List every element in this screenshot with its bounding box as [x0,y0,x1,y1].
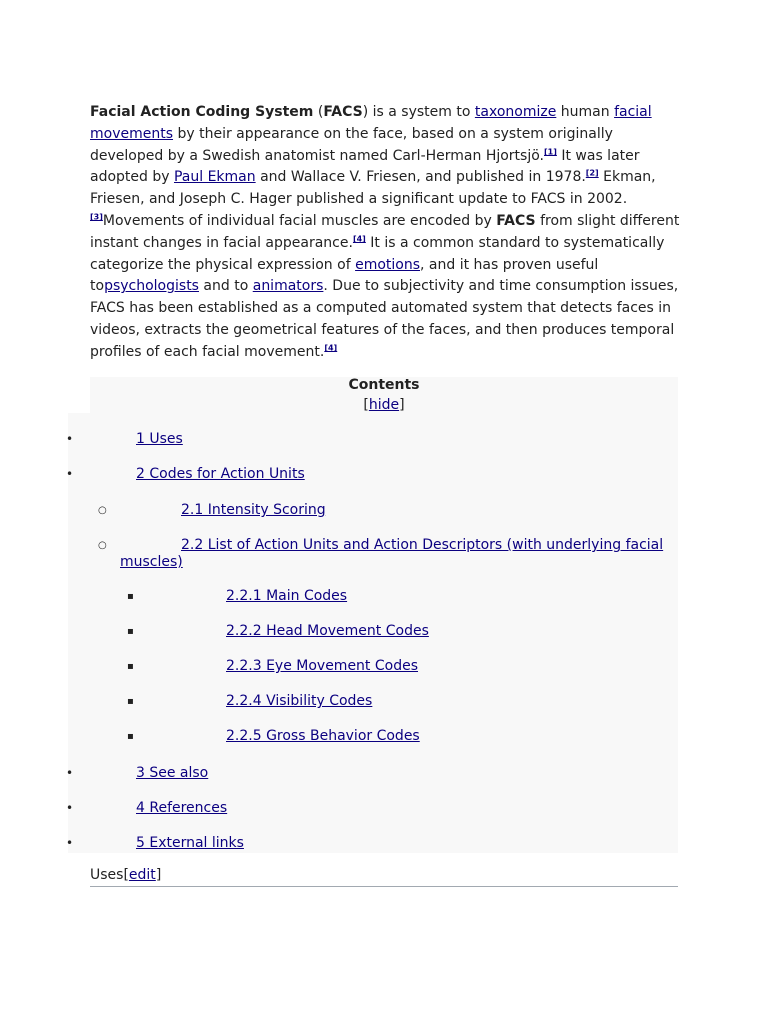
intro-text: human [556,104,615,120]
toc-toggle [90,395,678,416]
intro-paragraph [90,102,680,364]
toc-item-see-also[interactable]: 3 See also [136,765,209,781]
intro-text: ) is a system to [362,104,475,120]
bullet-disc: • [66,467,74,481]
toc-item-external-links[interactable]: 5 External links [136,835,244,851]
bullet-square: ▪ [127,731,134,742]
link-emotions[interactable]: emotions [355,256,421,273]
bullet-square: ▪ [127,626,134,637]
toc-item-list-of-action-units-wrapper [120,537,665,571]
bullet-square: ▪ [127,696,134,707]
toc-item-head-movement-codes[interactable]: 2.2.2 Head Movement Codes [226,623,429,639]
term-facs: FACS [496,212,536,229]
toc-item-main-codes[interactable]: 2.2.1 Main Codes [226,588,348,604]
toc-title: Contents [348,377,420,393]
bullet-disc: • [66,801,74,815]
bullet-square: ▪ [127,591,134,602]
toc-header [90,375,678,416]
toc-item-list-of-action-units[interactable]: 2.2 List of Action Units and Action Descriptors (with underlying facial muscles) [120,537,664,570]
bracket-close: ] [399,397,405,413]
intro-text: . Due to subjectivity and time consumption issues, FACS has been established as a computed automated system that detects faces in videos, extracts the geometrical features of the faces, and then produces temporal profiles of each facial movement. [90,278,679,360]
bullet-disc: • [66,432,74,446]
bullet-disc: • [66,836,74,850]
term-facs: FACS [323,104,363,120]
intro-text: and to [198,278,253,295]
link-animators[interactable]: animators [252,278,324,295]
link-psychologists[interactable]: psychologists [104,278,199,295]
link-taxonomize[interactable]: taxonomize [474,104,557,120]
citation-link[interactable]: [4] [324,343,338,353]
bullet-circle: ○ [98,505,107,516]
intro-text: Movements of individual facial muscles are encoded by [102,212,497,229]
toc-item-visibility-codes[interactable]: 2.2.4 Visibility Codes [226,693,373,709]
bracket-open: [ [363,397,369,413]
toc-item-codes-for-action-units[interactable]: 2 Codes for Action Units [136,466,305,482]
intro-text: Ekman, Friesen, and Joseph C. Hager published a significant update to FACS in 2002. [90,169,656,208]
bracket-open: [ [123,867,129,883]
toc-item-intensity-scoring[interactable]: 2.1 Intensity Scoring [181,502,326,518]
intro-text: by their appearance on the face, based on a system originally developed by a Swedish anatomist named Carl-Herman Hjortsjö. [90,125,613,164]
citation-link[interactable]: [1] [544,146,557,156]
edit-section-link[interactable]: edit [128,867,156,883]
toc-item-references[interactable]: 4 References [136,800,228,816]
citation-link[interactable]: [2] [585,168,599,178]
link-paul-ekman[interactable]: Paul Ekman [173,169,256,186]
intro-text: and Wallace V. Friesen, and published in 1978. [255,169,586,186]
link-facial-movements[interactable]: facial movements [90,104,652,142]
citation-link[interactable]: [4] [352,234,366,244]
section-title: Uses [90,867,124,883]
intro-text: from slight different instant changes in facial appearance. [90,212,680,251]
bullet-circle: ○ [98,540,107,551]
term-facs-full: Facial Action Coding System [90,104,314,120]
intro-text: ( [313,104,324,120]
toc-hide-link[interactable]: hide [368,397,400,413]
toc-item-gross-behavior-codes[interactable]: 2.2.5 Gross Behavior Codes [226,728,420,744]
intro-text: , and it has proven useful to [90,256,599,295]
toc-item-eye-movement-codes[interactable]: 2.2.3 Eye Movement Codes [226,658,419,674]
section-heading-uses [90,866,678,887]
bullet-square: ▪ [127,661,134,672]
bracket-close: ] [155,867,162,883]
intro-text: It is a common standard to systematically categorize the physical expression of [90,234,665,273]
citation-link[interactable]: [3] [90,212,103,222]
intro-text: It was later adopted by [90,147,640,186]
toc-item-uses[interactable]: 1 Uses [136,431,183,447]
bullet-disc: • [66,766,74,780]
